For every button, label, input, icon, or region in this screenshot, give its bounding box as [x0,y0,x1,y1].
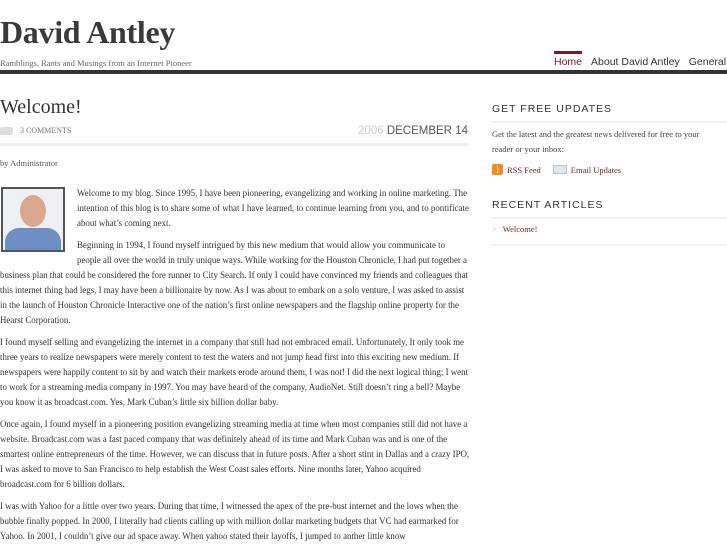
nav-general[interactable]: General [688,56,727,68]
post-paragraph: Once again, I found myself in a pioneering position evangelizing streaming media at time when most companies still did not have a website. Broadcast.com was a fast paced company that was definitely ahead of its time and Mark Cuban was and is one of the smartest online entrepreneurs of the time. However, we can discuss that in future posts. After a short stint in Dallas and a crazy IPO, I was asked to move to San Francisco to help establish the West Coast sales efforts. Nine months later, Yahoo acquired broadcast.com for 6 billion dollars. [0,418,470,490]
post-paragraph: I was with Yahoo for a little over two years. During that time, I witnessed the apex of the pre-bust internet and the lows when the bubble finally popped. In 2000, I literally had clients calling up with million dollar marketing budgets that VC had earmarked for Yahoo. In 2001, I couldn’t give our ad space away. When yahoo stated their layoffs, I jumped to anther little know [0,500,459,541]
site-tagline: Ramblings, Rants and Musings from an Internet Pioneer [0,58,192,68]
updates-text: Get the latest and the greatest news delivered for free to your reader or your inbox: [492,129,700,154]
author-photo [1,187,65,252]
updates-widget-title: GET FREE UPDATES [492,103,727,123]
post-paragraph: Beginning in 1994, I found myself intrigued by this new medium that would allow you communicate to people all over the world in truly unique ways. While working for the Houston Chronicle, I had put together a business plan that could be considered the fore runner to City Search. If only I could have convinced my friends and colleagues that this internet thing had legs, I may have been a billionaire by now. As I was about to embark on a solo venture, I was asked to assist in the launch of Houston Chronicle Interactive one of the nation’s first online newspapers and the flagship online property for the Hearst Corporation. [0,239,469,326]
header-divider [0,70,727,74]
recent-articles-title: RECENT ARTICLES [492,199,727,219]
comments-link[interactable] [0,126,71,135]
post-paragraph: I found myself selling and evangelizing the internet in a company that still had not embraced email. Unfortunately, It only took me three years to realize newspapers were merely content to test the waters and not jump head first into this exciting new medium. If newspapers were happily content to sit by and watch their markets erode around them, I was not! I did the next logical thing; I went to work for a streaming media company in 1997. You may have heard of the company, AudioNet. Still doesn’t ring a bell? Maybe you know it as broadcast.com. Yes, Mark Cuban’s little six billion dollar baby. [0,336,469,408]
post-meta [0,126,468,146]
email-updates-link[interactable] [553,165,621,175]
email-icon [553,165,567,174]
post-year: 2006 [358,125,384,137]
subscribe-links [492,164,621,175]
comments-count: 3 COMMENTS [20,126,72,135]
post-date [358,125,468,137]
post-paragraph: Welcome to my blog. Since 1995, I have been pioneering, evangelizing and working in online marketing. The intention of this blog is to share some of what I have learned, to continue learning from you, and to pontificate about what’s coming next. [77,188,469,229]
post-content [0,186,470,551]
post-title[interactable]: Welcome! [0,96,82,118]
site-title[interactable]: David Antley [0,14,176,50]
nav-home[interactable]: Home [554,56,583,68]
post-day: DECEMBER 14 [386,125,468,137]
post-byline: by Administrator [0,158,58,168]
nav-about[interactable]: About David Antley [591,56,680,68]
rss-feed-link[interactable] [492,164,541,175]
main-nav [554,56,726,68]
email-label: Email Updates [570,164,622,175]
rss-icon: ) [492,164,503,175]
comment-icon [0,127,13,135]
recent-articles-list [492,224,727,246]
arrow-icon: > [492,224,497,234]
rss-label: RSS Feed [507,164,541,175]
recent-article-link[interactable]: Welcome! [502,224,538,234]
